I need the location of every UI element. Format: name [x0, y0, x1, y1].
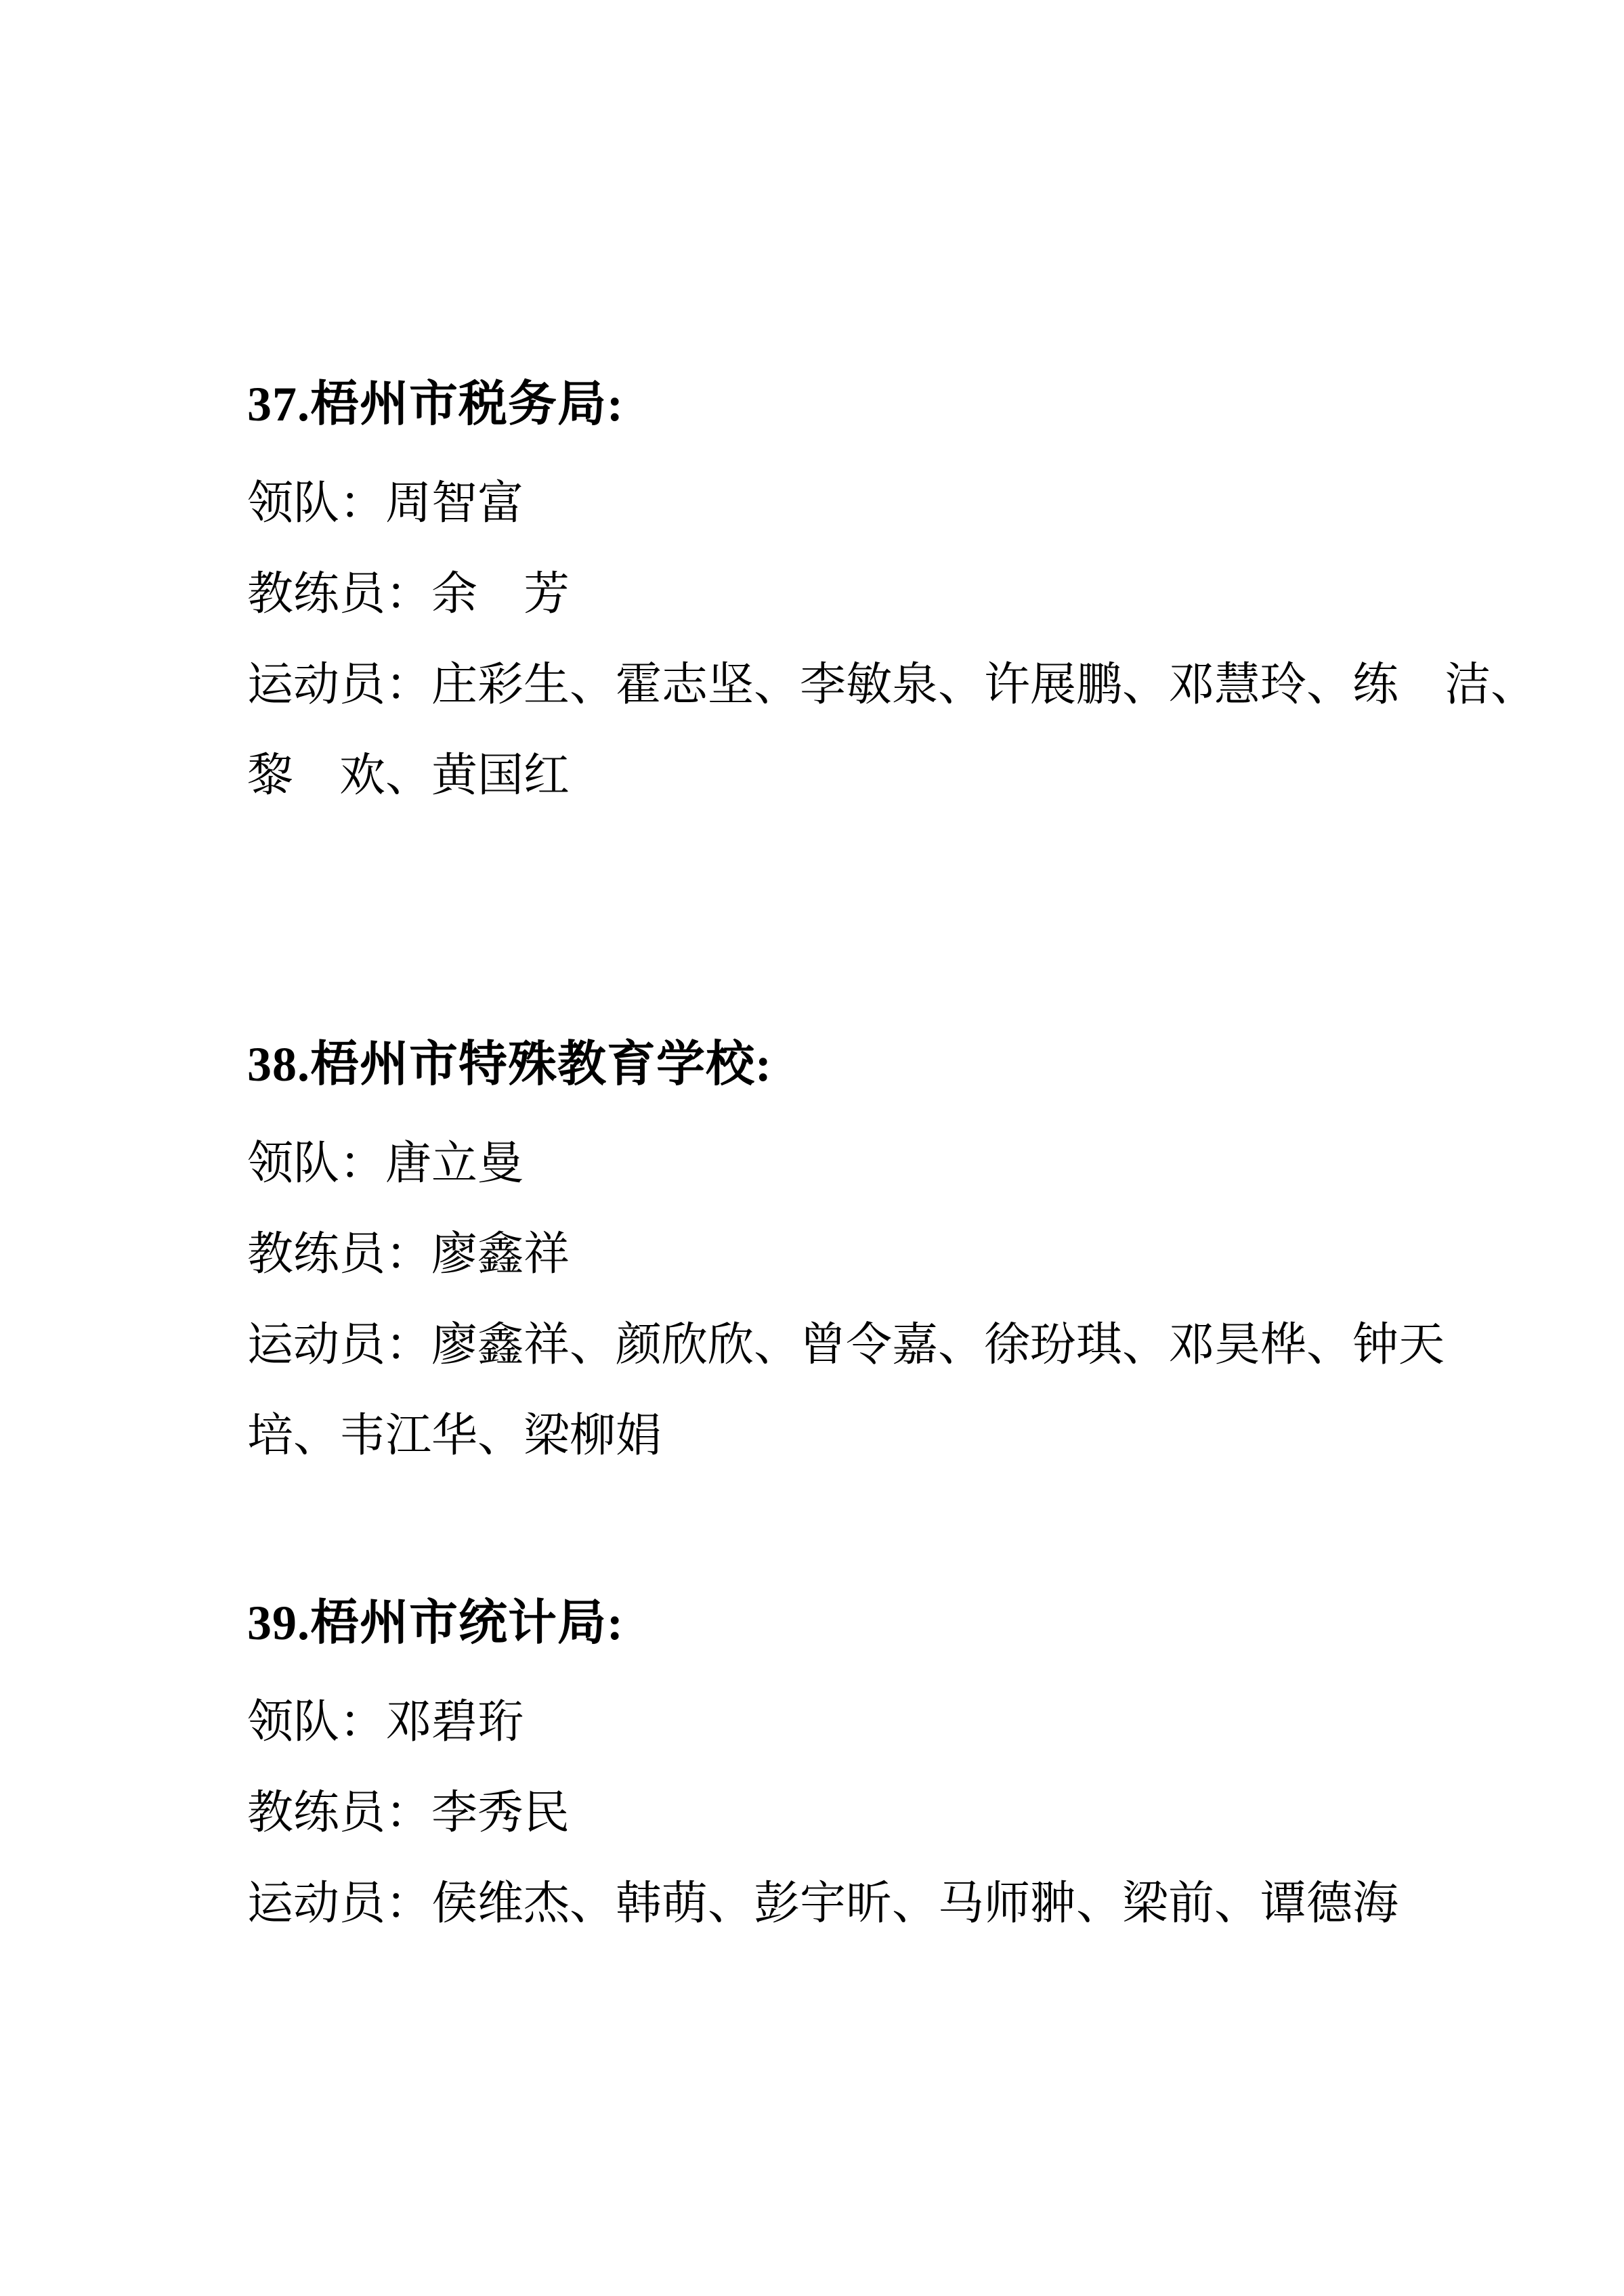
team-leader-line: 领队：邓碧珩: [247, 1696, 524, 1748]
team-leader-line: 领队：周智富: [247, 477, 524, 529]
athletes-line: 运动员：廖鑫祥、颜欣欣、曾令嘉、徐玢琪、邓昊桦、钟天: [247, 1319, 1445, 1370]
team-leader-line: 领队：唐立曼: [247, 1138, 524, 1189]
section-38-wuzhou-special-education-school: [247, 1019, 1445, 1481]
athletes-line: 运动员：侯维杰、韩萌、彭宇昕、马师翀、梁前、谭德海: [247, 1878, 1399, 1929]
coach-line: 教练员：余 芳: [247, 568, 570, 620]
section-heading: 38.梧州市特殊教育学校:: [247, 1037, 772, 1091]
coach-line: 教练员：廖鑫祥: [247, 1228, 570, 1280]
coach-line: 教练员：李秀民: [247, 1787, 570, 1838]
athletes-line: 运动员：庄彩生、霍志坚、李敏泉、许展鹏、邓慧玲、练 洁、: [247, 659, 1537, 710]
section-39-wuzhou-statistics-bureau: [247, 1578, 1428, 1949]
section-heading: 37.梧州市税务局:: [247, 377, 624, 431]
athletes-line-continued: 黎 欢、黄国红: [247, 750, 570, 801]
document-content: [247, 359, 1537, 1949]
section-heading: 39.梧州市统计局:: [247, 1596, 624, 1650]
athletes-line-continued: 培、韦江华、梁柳娟: [247, 1410, 662, 1461]
section-37-wuzhou-tax-bureau: [247, 359, 1537, 821]
